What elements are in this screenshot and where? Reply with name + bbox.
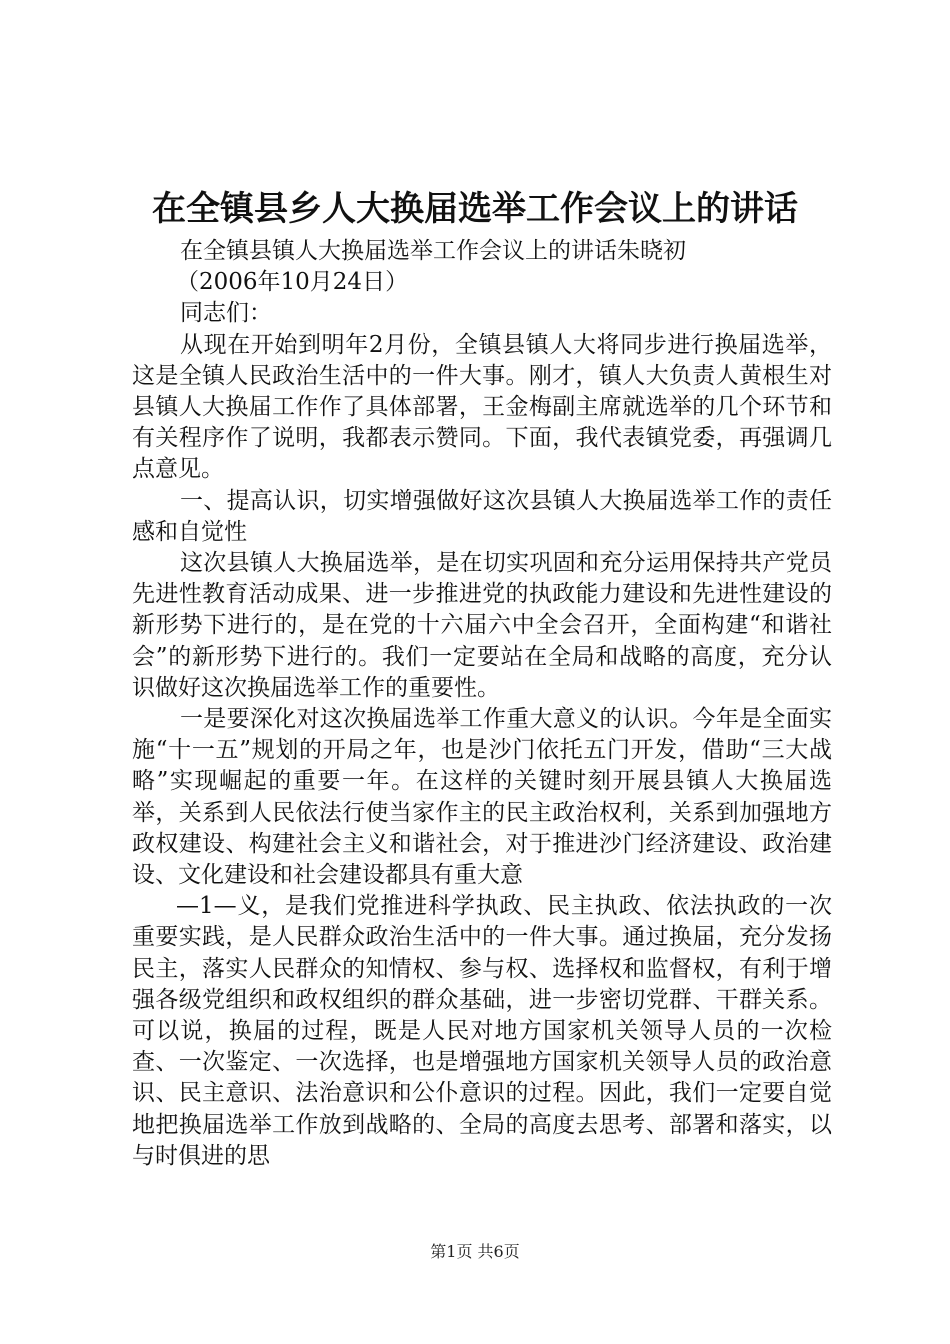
- salutation: 同志们：: [180, 300, 272, 327]
- subtitle-line: 在全镇县镇人大换届选举工作会议上的讲话朱晓初: [180, 238, 686, 264]
- document-title: 在全镇县乡人大换届选举工作会议上的讲话: [152, 189, 798, 229]
- paragraph-continuation: —1—义，是我们党推进科学执政、民主执政、依法执政的一次重要实践，是人民群众政治生活中的一件大事。通过换届，充分发扬民主，落实人民群众的知情权、参与权、选择权和监督权，有利于增强各级党组织和政权组织的群众基础，进一步密切党群、干群关系。可以说，换届的过程，既是人民对地方国家机关领导人员的一次检查、一次鉴定、一次选择，也是增强地方国家机关领导人员的政治意识、民主意识、法治意识和公仆意识的过程。因此，我们一定要自觉地把换届选举工作放到战略的、全局的高度去思考、部署和落实，以与时俱进的思: [132, 893, 832, 1169]
- paragraph-context: 这次县镇人大换届选举，是在切实巩固和充分运用保持共产党员先进性教育活动成果、进一步推进党的执政能力建设和先进性建设的新形势下进行的，是在党的十六届六中全会召开，全面构建“和谐社会”的新形势下进行的。我们一定要站在全局和战略的高度，充分认识做好这次换届选举工作的重要性。: [132, 550, 832, 701]
- page-footer: 第1页 共6页: [430, 1242, 520, 1261]
- document-body: [132, 236, 832, 1172]
- paragraph-significance: 一是要深化对这次换届选举工作重大意义的认识。今年是全面实施“十一五”规划的开局之年，也是沙门依托五门开发，借助“三大战略”实现崛起的重要一年。在这样的关键时刻开展县镇人大换届选举，关系到人民依法行使当家作主的民主政治权利，关系到加强地方政权建设、构建社会主义和谐社会，对于推进沙门经济建设、政治建设、文化建设和社会建设都具有重大意: [132, 706, 832, 889]
- section-heading-1: 一、提高认识，切实增强做好这次县镇人大换届选举工作的责任感和自觉性: [132, 487, 832, 545]
- date-line: （2006年10月24日）: [176, 269, 409, 296]
- paragraph-opening: 从现在开始到明年2月份，全镇县镇人大将同步进行换届选举，这是全镇人民政治生活中的一件大事。刚才，镇人大负责人黄根生对县镇人大换届工作作了具体部署，王金梅副主席就选举的几个环节和有关程序作了说明，我都表示赞同。下面，我代表镇党委，再强调几点意见。: [132, 331, 832, 483]
